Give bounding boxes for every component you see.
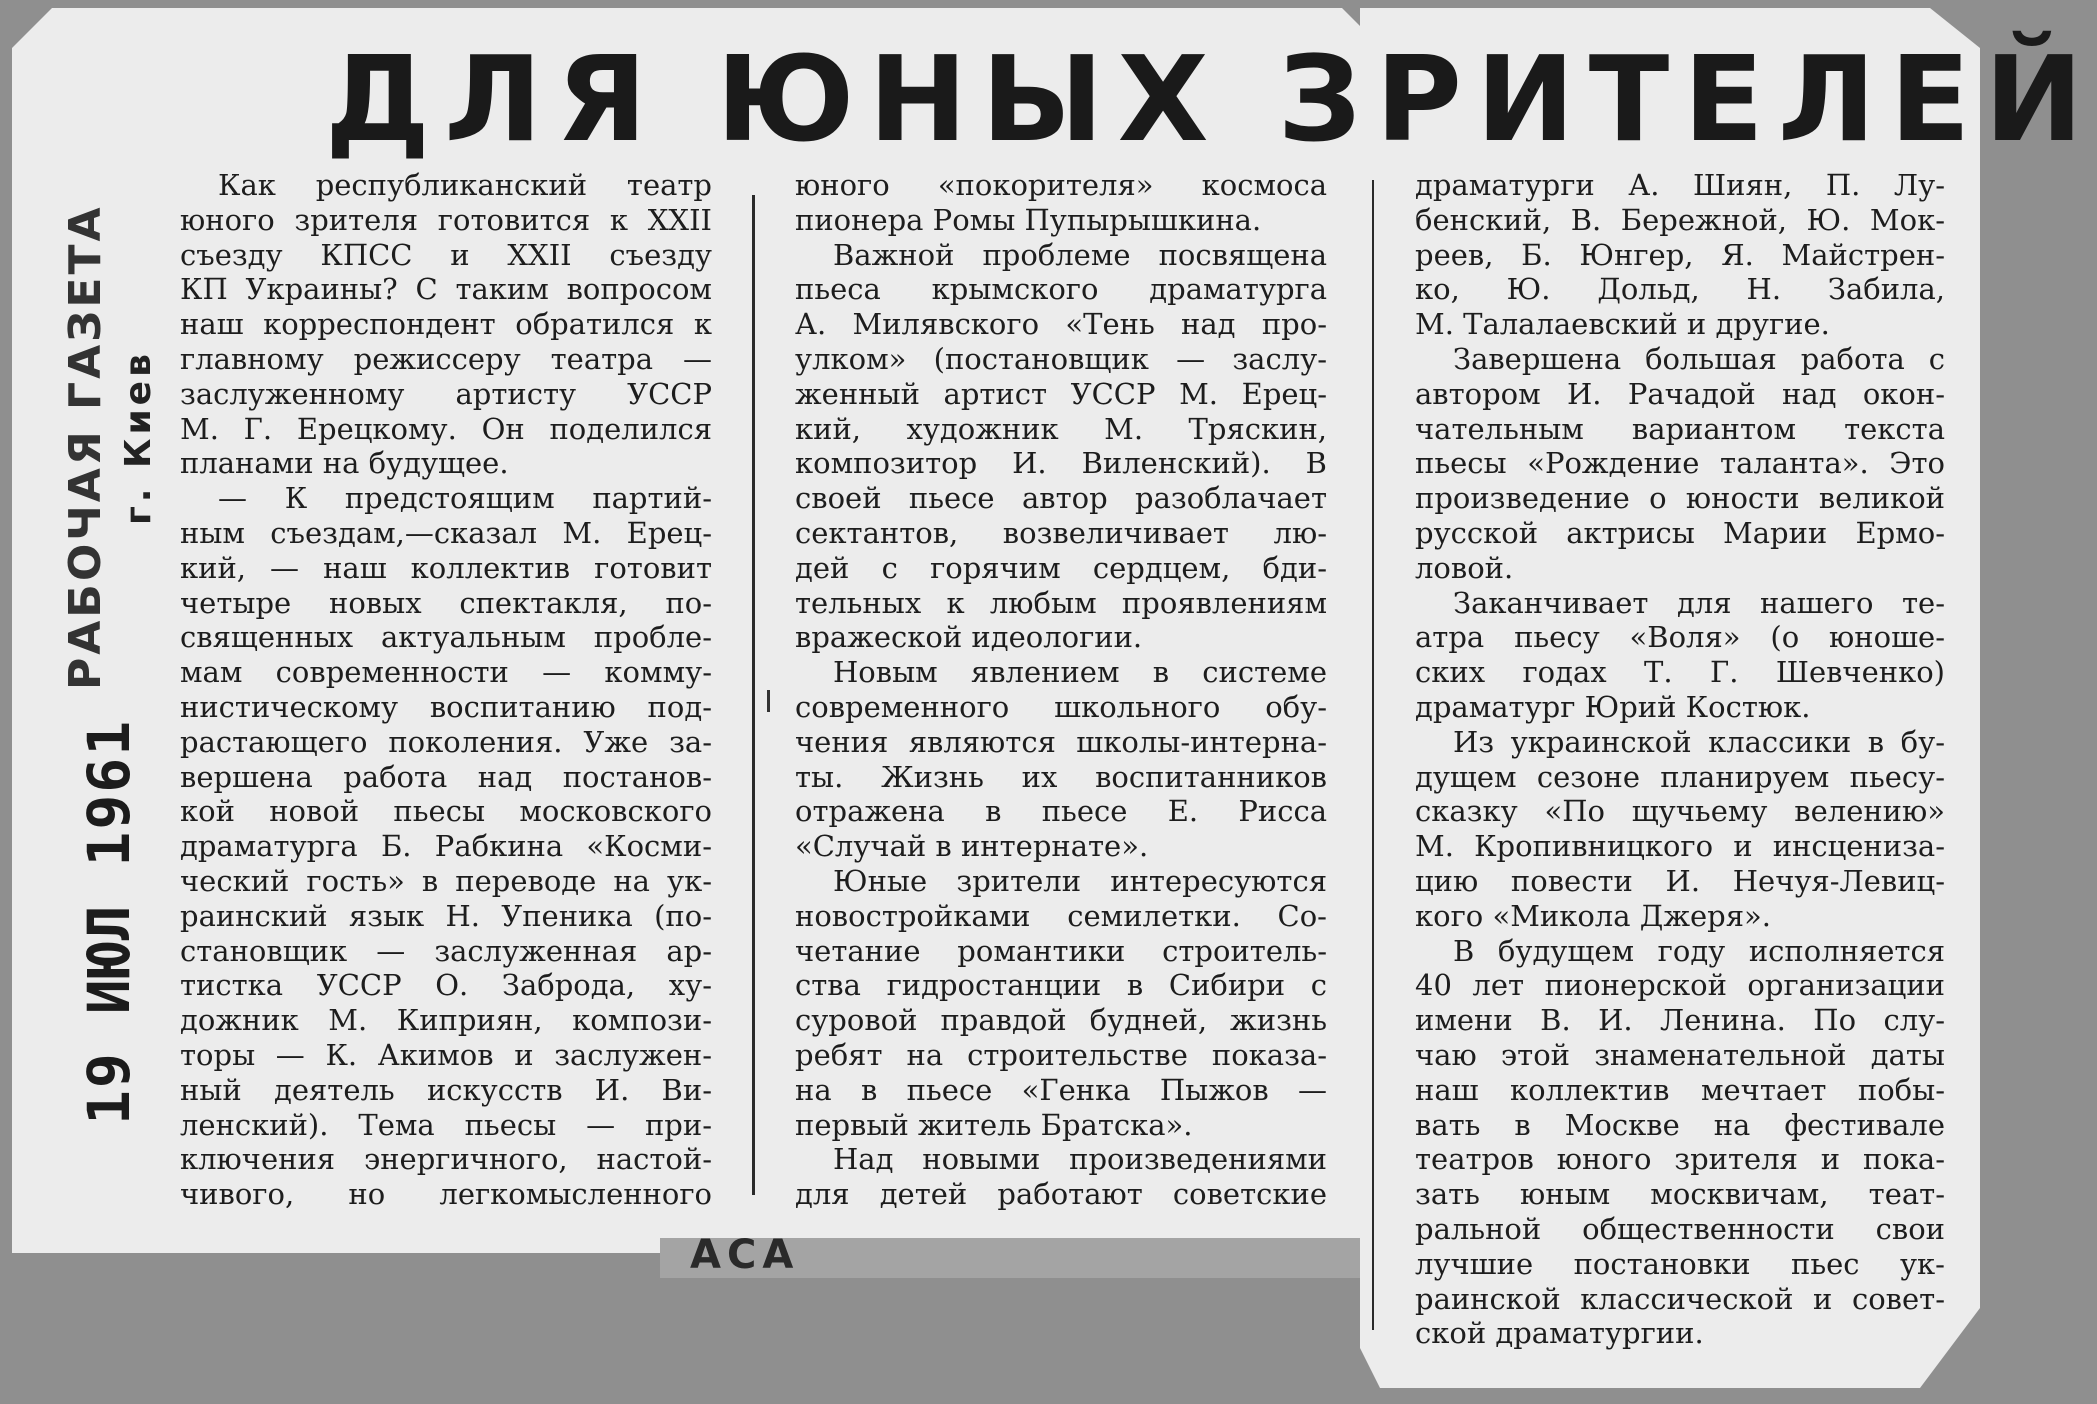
text-line: ключения энергичного, настой- bbox=[180, 1142, 712, 1177]
text-line: первый житель Братска». bbox=[795, 1107, 1193, 1142]
text-line: КП Украины? С таким вопросом bbox=[180, 272, 712, 307]
text-line: ный деятель искусств И. Ви- bbox=[180, 1072, 712, 1107]
text-line: отражена в пьесе Е. Рисса bbox=[795, 794, 1327, 829]
text-line: Важной проблеме посвящена bbox=[833, 237, 1327, 272]
text-line: автором И. Рачадой над окон- bbox=[1415, 376, 1945, 411]
text-line: четыре новых спектакля, по- bbox=[180, 585, 712, 620]
text-line: нистическому воспитанию под- bbox=[180, 689, 712, 724]
text-line: вершена работа над постанов- bbox=[180, 759, 712, 794]
text-line: В будущем году исполняется bbox=[1453, 933, 1945, 968]
text-line: пьесы «Рождение таланта». Это bbox=[1415, 446, 1945, 481]
text-line: сказку «По щучьему велению» bbox=[1415, 794, 1945, 829]
text-line: кий, — наш коллектив готовит bbox=[180, 550, 712, 585]
text-line: А. Милявского «Тень над про- bbox=[795, 307, 1327, 342]
text-line: кий, художник М. Тряскин, bbox=[795, 411, 1327, 446]
text-line: становщик — заслуженная ар- bbox=[180, 933, 712, 968]
text-line: русской актрисы Марии Ермо- bbox=[1415, 515, 1945, 550]
text-line: дущем сезоне планируем пьесу- bbox=[1415, 759, 1945, 794]
text-line: М. Г. Ерецкому. Он поделился bbox=[180, 411, 712, 446]
text-line: дей с горячим сердцем, бди- bbox=[795, 550, 1327, 585]
text-line: Юные зрители интересуются bbox=[833, 863, 1327, 898]
text-line: торы — К. Акимов и заслужен- bbox=[180, 1037, 712, 1072]
text-line: Новым явлением в системе bbox=[833, 655, 1327, 690]
text-line: Заканчивает для нашего те- bbox=[1453, 585, 1945, 620]
text-line: для детей работают советские bbox=[795, 1177, 1327, 1212]
text-line: растающего поколения. Уже за- bbox=[180, 724, 712, 759]
text-line: ства гидростанции в Сибири с bbox=[795, 968, 1327, 1003]
text-line: ских годах Т. Г. Шевченко) bbox=[1415, 655, 1945, 690]
text-line: драматурга Б. Рабкина «Косми- bbox=[180, 829, 712, 864]
text-line: «Случай в интернате». bbox=[795, 829, 1149, 864]
text-line: 40 лет пионерской организации bbox=[1415, 968, 1945, 1003]
text-line: женный артист УССР М. Ерец- bbox=[795, 376, 1327, 411]
text-line: наш корреспондент обратился к bbox=[180, 307, 712, 342]
text-line: чения являются школы-интерна- bbox=[795, 724, 1327, 759]
text-line: М. Кропивницкого и инсцениза- bbox=[1415, 829, 1945, 864]
text-line: суровой правдой будней, жизнь bbox=[795, 1003, 1327, 1038]
text-line: раинской классической и совет- bbox=[1415, 1281, 1945, 1316]
stamp-city: г. Киев bbox=[118, 350, 159, 525]
text-line: чивого, но легкомысленного bbox=[180, 1177, 712, 1212]
bleed-through-text bbox=[690, 1232, 799, 1252]
text-line: вать в Москве на фестивале bbox=[1415, 1107, 1945, 1142]
text-line: юного зрителя готовится к XXII bbox=[180, 202, 712, 237]
text-line: своей пьесе автор разоблачает bbox=[795, 481, 1327, 516]
text-line: ты. Жизнь их воспитанников bbox=[795, 759, 1327, 794]
text-line: юного «покорителя» космоса bbox=[795, 168, 1327, 202]
column-divider bbox=[1372, 180, 1374, 1330]
text-line: — К предстоящим партий- bbox=[218, 481, 712, 516]
text-line: главному режиссеру театра — bbox=[180, 341, 712, 376]
text-line: священных актуальным пробле- bbox=[180, 620, 712, 655]
text-line: имени В. И. Ленина. По слу- bbox=[1415, 1003, 1945, 1038]
text-line: съезду КПСС и XXII съезду bbox=[180, 237, 712, 272]
text-line: чаю этой знаменательной даты bbox=[1415, 1037, 1945, 1072]
text-line: зать юным москвичам, теат- bbox=[1415, 1177, 1945, 1212]
text-line: Завершена большая работа с bbox=[1453, 341, 1945, 376]
text-line: Из украинской классики в бу- bbox=[1453, 724, 1945, 759]
stamp-newspaper: РАБОЧАЯ ГАЗЕТА bbox=[60, 204, 111, 690]
text-line: театров юного зрителя и пока- bbox=[1415, 1142, 1945, 1177]
text-line: новостройками семилетки. Со- bbox=[795, 898, 1327, 933]
text-line: заслуженному артисту УССР bbox=[180, 376, 712, 411]
text-line: атра пьесу «Воля» (о юноше- bbox=[1415, 620, 1945, 655]
text-line: композитор И. Виленский). В bbox=[795, 446, 1327, 481]
text-line: чательным вариантом текста bbox=[1415, 411, 1945, 446]
text-line: мам современности — комму- bbox=[180, 655, 712, 690]
text-line: драматург Юрий Костюк. bbox=[1415, 689, 1811, 724]
text-line: ребят на строительстве показа- bbox=[795, 1037, 1327, 1072]
print-fleck bbox=[767, 690, 770, 712]
article-column-3 bbox=[1415, 168, 1945, 1351]
column-divider bbox=[752, 195, 755, 1195]
text-line: ральной общественности свои bbox=[1415, 1211, 1945, 1246]
text-line: ческий гость» в переводе на ук- bbox=[180, 863, 712, 898]
text-line: тельных к любым проявлениям bbox=[795, 585, 1327, 620]
text-line: дожник М. Киприян, компози- bbox=[180, 1003, 712, 1038]
text-line: тистка УССР О. Заброда, ху- bbox=[180, 968, 712, 1003]
text-line: ловой. bbox=[1415, 550, 1514, 585]
text-line: лучшие постановки пьес ук- bbox=[1415, 1246, 1945, 1281]
text-line: наш коллектив мечтает побы- bbox=[1415, 1072, 1945, 1107]
text-line: пьеса крымского драматурга bbox=[795, 272, 1327, 307]
text-line: цию повести И. Нечуя-Левиц- bbox=[1415, 863, 1945, 898]
text-line: произведение о юности великой bbox=[1415, 481, 1945, 516]
article-headline: ДЛЯ ЮНЫХ ЗРИТЕЛЕЙ bbox=[325, 30, 2097, 168]
archive-stamp bbox=[30, 204, 159, 1135]
text-line: ленский). Тема пьесы — при- bbox=[180, 1107, 712, 1142]
text-line: ской драматургии. bbox=[1415, 1316, 1704, 1351]
text-line: ко, Ю. Дольд, Н. Забила, bbox=[1415, 272, 1945, 307]
text-line: кого «Микола Джеря». bbox=[1415, 898, 1771, 933]
text-line: реев, Б. Юнгер, Я. Майстрен- bbox=[1415, 237, 1945, 272]
article-column-1 bbox=[180, 168, 712, 1212]
article-column-2 bbox=[795, 168, 1327, 1212]
text-line: кой новой пьесы московского bbox=[180, 794, 712, 829]
text-line: ным съездам,—сказал М. Ерец- bbox=[180, 515, 712, 550]
text-line: Как республиканский театр bbox=[218, 168, 712, 202]
text-line: пионера Ромы Пупырышкина. bbox=[795, 202, 1262, 237]
text-line: четание романтики строитель- bbox=[795, 933, 1327, 968]
text-line: драматурги А. Шиян, П. Лу- bbox=[1415, 168, 1945, 202]
text-line: современного школьного обу- bbox=[795, 689, 1327, 724]
text-line: планами на будущее. bbox=[180, 446, 509, 481]
text-line: Над новыми произведениями bbox=[833, 1142, 1327, 1177]
text-line: бенский, В. Бережной, Ю. Мок- bbox=[1415, 202, 1945, 237]
text-line: вражеской идеологии. bbox=[795, 620, 1143, 655]
text-line: на в пьесе «Генка Пыжов — bbox=[795, 1072, 1327, 1107]
text-line: раинский язык Н. Упеника (по- bbox=[180, 898, 712, 933]
text-line: улком» (постановщик — заслу- bbox=[795, 341, 1327, 376]
text-line: М. Талалаевский и другие. bbox=[1415, 307, 1830, 342]
stamp-date: 19 ИЮЛ 1961 bbox=[75, 718, 143, 1125]
text-line: сектантов, возвеличивает лю- bbox=[795, 515, 1327, 550]
